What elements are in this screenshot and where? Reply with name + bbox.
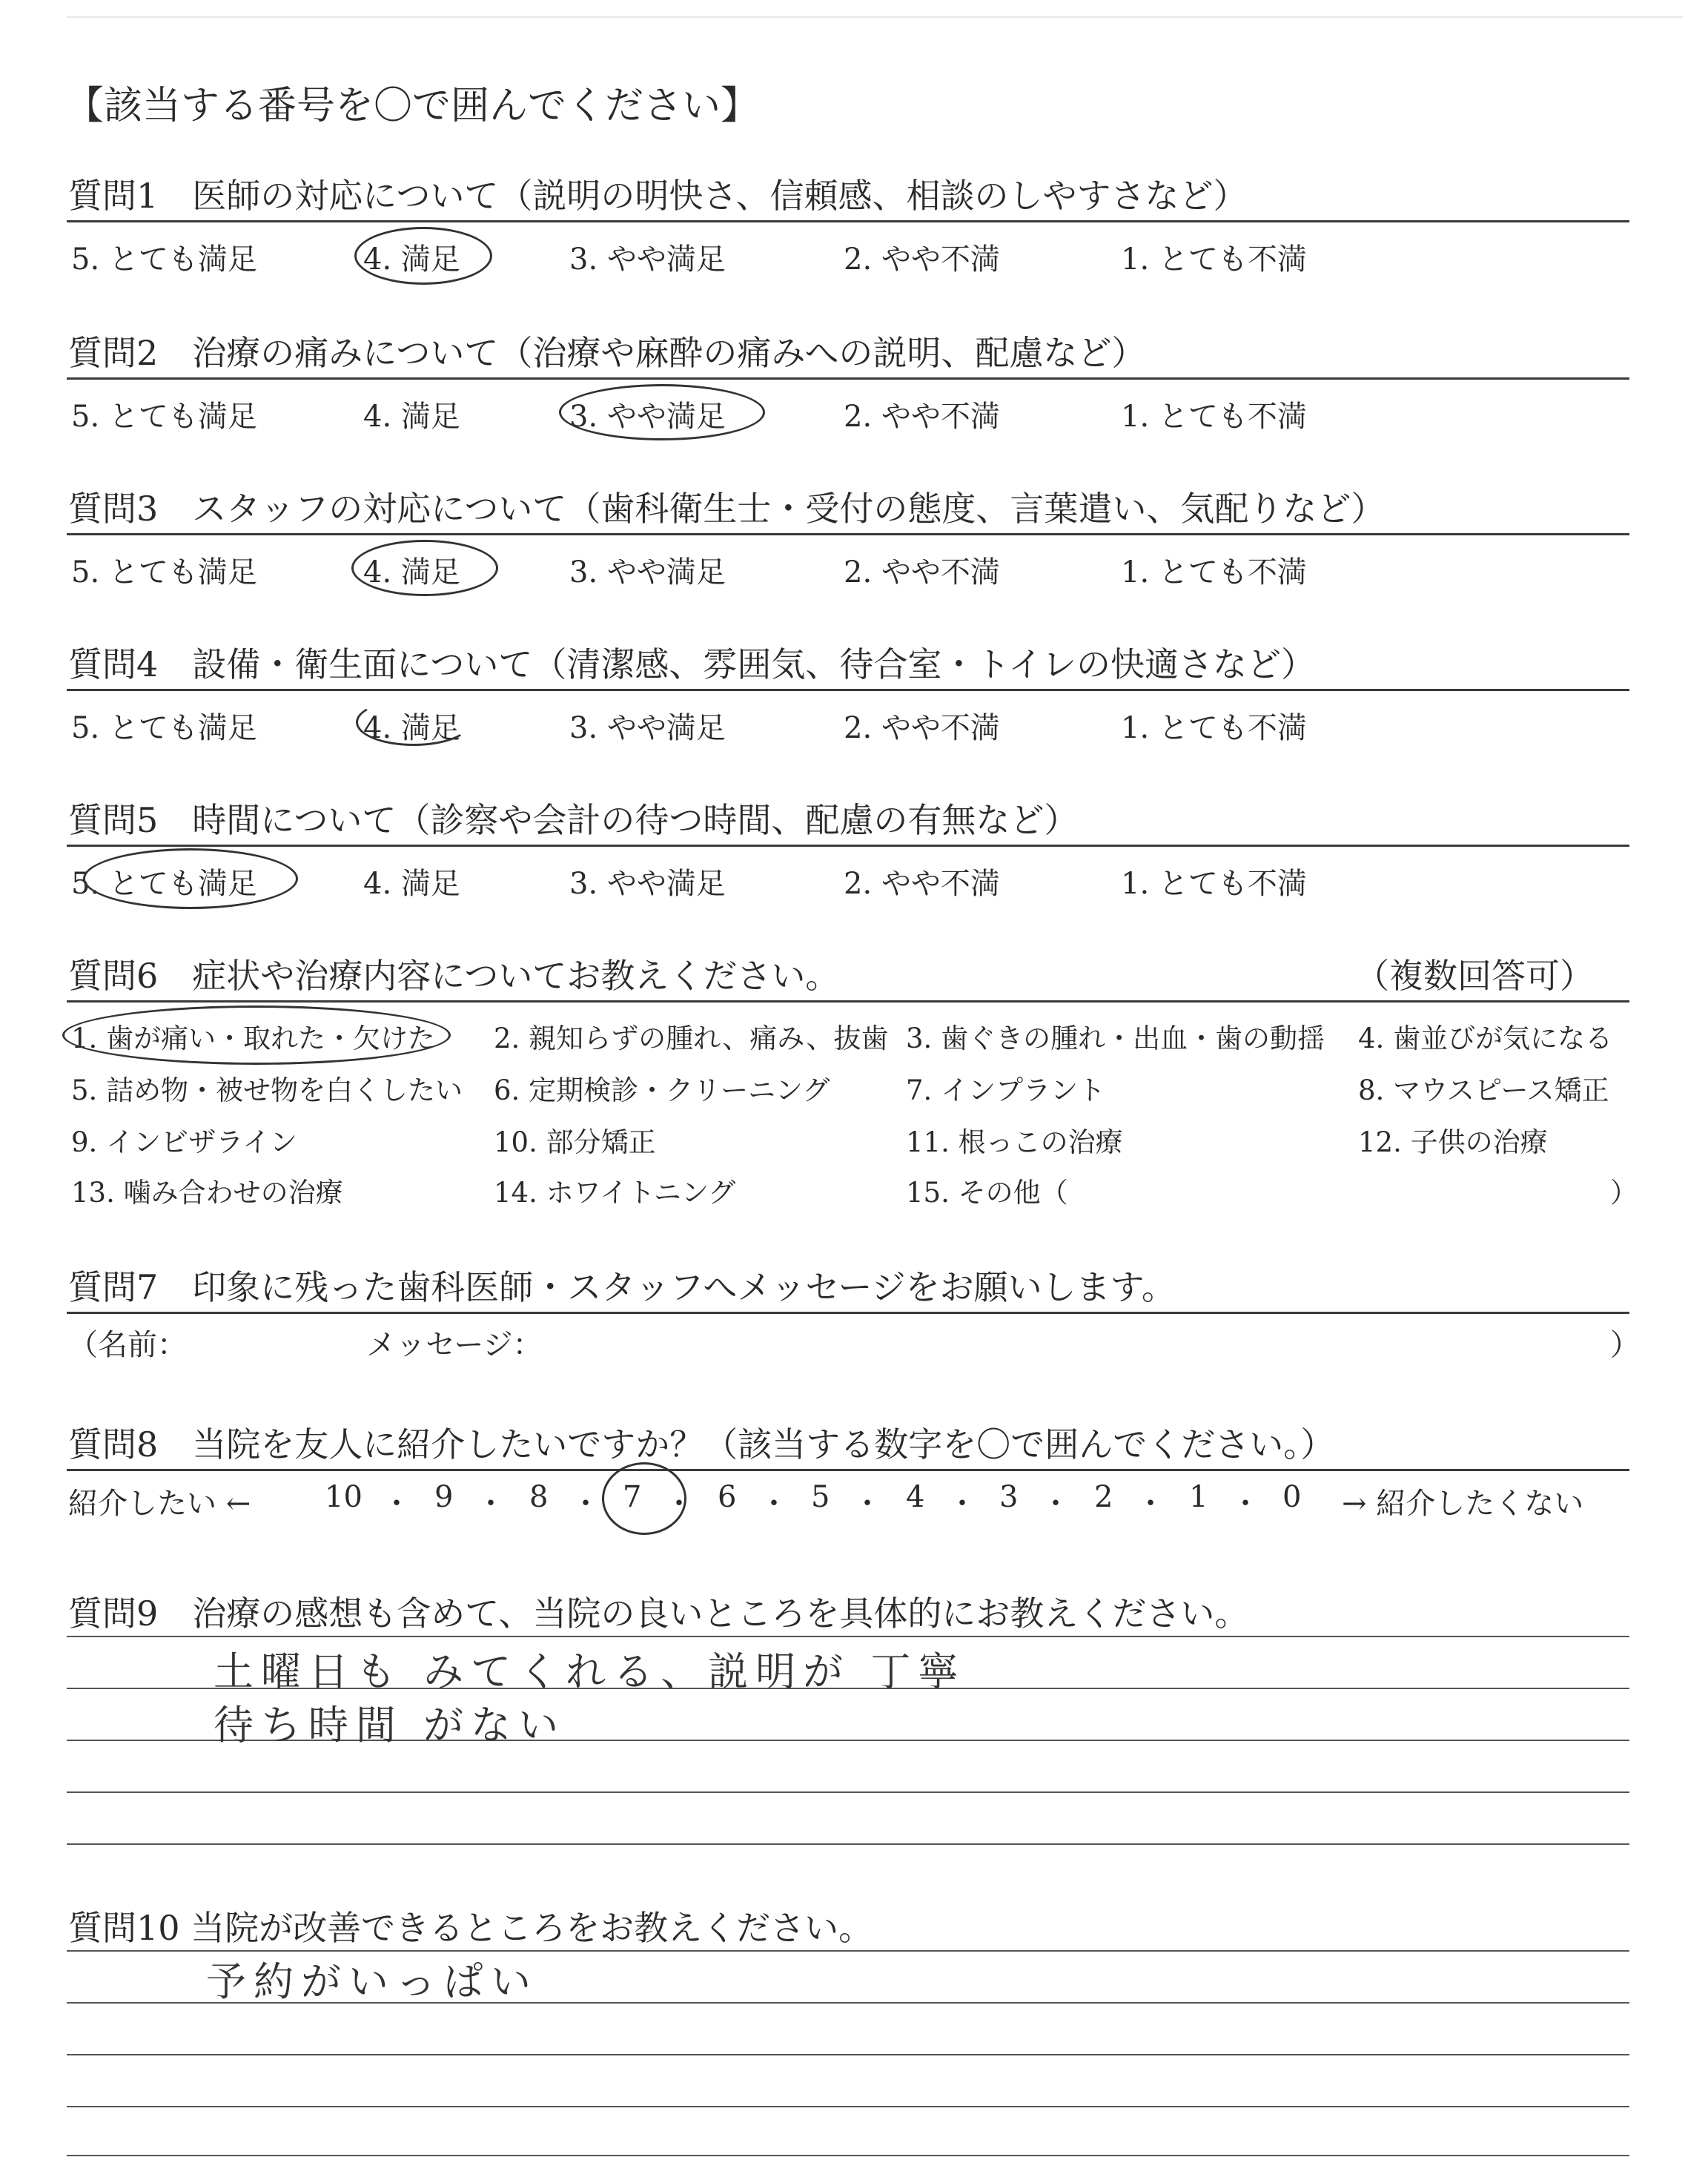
q2-option-1[interactable]: 1. とても不満 — [1121, 400, 1307, 434]
q2-option-3[interactable]: 3. やや満足 — [569, 400, 726, 434]
q6-rule — [67, 1000, 1629, 1003]
q6-title: 質問6 症状や治療内容についてお教えください。 — [68, 956, 840, 996]
q9-handwritten-answer-1: 土曜日も みてくれる、説明が 丁寧 — [214, 1648, 966, 1695]
q10-line-4 — [67, 2106, 1629, 2107]
q2-rule — [67, 377, 1629, 380]
q6-option-1[interactable]: 1. 歯が痛い・取れた・欠けた — [71, 1023, 436, 1054]
q6-option-11[interactable]: 11. 根っこの治療 — [906, 1126, 1123, 1158]
q6-option-6[interactable]: 6. 定期検診・クリーニング — [494, 1074, 830, 1106]
q1-option-5[interactable]: 5. とても満足 — [71, 242, 257, 277]
q6-option-3[interactable]: 3. 歯ぐきの腫れ・出血・歯の動揺 — [906, 1023, 1325, 1054]
q4-option-3[interactable]: 3. やや満足 — [569, 711, 726, 745]
q3-title: 質問3 スタッフの対応について（歯科衛生士・受付の態度、言葉遣い、気配りなど） — [68, 489, 1386, 529]
q8-dot: ・ — [1041, 1487, 1070, 1521]
q8-scale-1[interactable]: 1 — [1189, 1480, 1208, 1514]
q1-title: 質問1 医師の対応について（説明の明快さ、信頼感、相談のしやすさなど） — [68, 176, 1248, 216]
q8-scale-8[interactable]: 8 — [529, 1480, 549, 1514]
q2-option-5[interactable]: 5. とても満足 — [71, 400, 257, 434]
q9-line-1 — [67, 1636, 1629, 1637]
q6-option-14[interactable]: 14. ホワイトニング — [494, 1177, 736, 1209]
q6-option-12[interactable]: 12. 子供の治療 — [1358, 1126, 1548, 1158]
q5-option-1[interactable]: 1. とても不満 — [1121, 867, 1307, 901]
q7-title: 質問7 印象に残った歯科医師・スタッフへメッセージをお願いします。 — [68, 1267, 1176, 1307]
q7-rule — [67, 1312, 1629, 1314]
q1-selection-circle — [354, 227, 492, 285]
q8-dot: ・ — [759, 1487, 789, 1521]
q8-dot: ・ — [853, 1487, 882, 1521]
q8-selection-circle — [602, 1462, 686, 1535]
q3-option-5[interactable]: 5. とても満足 — [71, 555, 257, 589]
q4-title: 質問4 設備・衛生面について（清潔感、雰囲気、待合室・トイレの快適さなど） — [68, 644, 1316, 684]
q8-scale-10[interactable]: 10 — [325, 1480, 363, 1514]
q2-selection-circle — [559, 384, 765, 440]
q2-option-4[interactable]: 4. 満足 — [363, 400, 460, 434]
q4-option-5[interactable]: 5. とても満足 — [71, 711, 257, 745]
q8-scale-5[interactable]: 5 — [811, 1480, 830, 1514]
q6-option-10[interactable]: 10. 部分矯正 — [494, 1126, 656, 1158]
q8-title: 質問8 当院を友人に紹介したいですか？（該当する数字を〇で囲んでください。） — [68, 1424, 1335, 1464]
q5-rule — [67, 845, 1629, 847]
q6-option-15[interactable]: 15. その他（ — [906, 1177, 1068, 1209]
q6-note: （複数回答可） — [1355, 956, 1594, 996]
q6-option-9[interactable]: 9. インビザライン — [71, 1126, 297, 1158]
q6-option-8[interactable]: 8. マウスピース矯正 — [1358, 1074, 1609, 1106]
q9-title: 質問9 治療の感想も含めて、当院の良いところを具体的にお教えください。 — [68, 1593, 1249, 1634]
q5-selection-circle — [83, 848, 298, 909]
q9-line-4 — [67, 1791, 1629, 1793]
q3-option-4[interactable]: 4. 満足 — [363, 555, 460, 589]
q1-option-4[interactable]: 4. 満足 — [363, 242, 460, 277]
q8-dot: ・ — [1231, 1487, 1260, 1521]
q10-handwritten-answer-1: 予約がいっぱい — [206, 1958, 538, 2005]
q6-option-13[interactable]: 13. 噛み合わせの治療 — [71, 1177, 343, 1209]
q2-option-2[interactable]: 2. やや不満 — [844, 400, 1000, 434]
q8-dot: ・ — [1136, 1487, 1165, 1521]
q6-option-5[interactable]: 5. 詰め物・被せ物を白くしたい — [71, 1074, 463, 1106]
q9-line-5 — [67, 1843, 1629, 1845]
q4-option-4[interactable]: 4. 満足 — [363, 711, 460, 745]
q8-scale-3[interactable]: 3 — [999, 1480, 1019, 1514]
q1-rule — [67, 220, 1629, 222]
q10-line-5 — [67, 2155, 1629, 2156]
q8-dot: ・ — [382, 1487, 411, 1521]
q9-handwritten-answer-2: 待ち時間 がない — [214, 1702, 566, 1748]
q10-line-3 — [67, 2054, 1629, 2055]
q8-scale-6[interactable]: 6 — [718, 1480, 737, 1514]
q6-option-2[interactable]: 2. 親知らずの腫れ、痛み、抜歯 — [494, 1023, 889, 1054]
q8-rule — [67, 1469, 1629, 1471]
scan-edge-line — [67, 16, 1683, 18]
q6-option-7[interactable]: 7. インプラント — [906, 1074, 1106, 1106]
q8-scale-2[interactable]: 2 — [1094, 1480, 1113, 1514]
q8-dot: ・ — [571, 1487, 600, 1521]
q3-option-3[interactable]: 3. やや満足 — [569, 555, 726, 589]
q1-option-1[interactable]: 1. とても不満 — [1121, 242, 1307, 277]
q5-option-3[interactable]: 3. やや満足 — [569, 867, 726, 901]
q8-scale-0[interactable]: 0 — [1282, 1480, 1302, 1514]
q4-option-1[interactable]: 1. とても不満 — [1121, 711, 1307, 745]
q5-option-5[interactable]: 5. とても満足 — [71, 867, 257, 901]
q1-option-2[interactable]: 2. やや不満 — [844, 242, 1000, 277]
q8-scale-9[interactable]: 9 — [434, 1480, 454, 1514]
q6-option-4[interactable]: 4. 歯並びが気になる — [1358, 1023, 1613, 1054]
q8-dot: ・ — [476, 1487, 506, 1521]
q8-scale-4[interactable]: 4 — [906, 1480, 925, 1514]
q2-title: 質問2 治療の痛みについて（治療や麻酔の痛みへの説明、配慮など） — [68, 333, 1146, 373]
q4-rule — [67, 689, 1629, 691]
q8-dot: ・ — [664, 1487, 694, 1521]
q3-selection-circle — [351, 540, 498, 596]
q3-option-2[interactable]: 2. やや不満 — [844, 555, 1000, 589]
q5-option-4[interactable]: 4. 満足 — [363, 867, 460, 901]
q6-other-close: ） — [1610, 1177, 1638, 1209]
q8-left-label: 紹介したい ← — [68, 1487, 251, 1521]
q3-rule — [67, 533, 1629, 535]
q8-dot: ・ — [947, 1487, 977, 1521]
q1-option-3[interactable]: 3. やや満足 — [569, 242, 726, 277]
q10-title: 質問10 当院が改善できるところをお教えください。 — [68, 1908, 873, 1948]
q8-scale-7[interactable]: 7 — [623, 1480, 642, 1514]
q7-name-label: （名前： — [68, 1328, 187, 1362]
instruction-header: 【該当する番号を〇で囲んでください】 — [65, 84, 760, 128]
q4-selection-mark — [356, 698, 471, 746]
q6-selection-circle — [62, 1005, 451, 1065]
q3-option-1[interactable]: 1. とても不満 — [1121, 555, 1307, 589]
q7-message-label: メッセージ： — [366, 1328, 543, 1362]
q7-close: ） — [1610, 1328, 1640, 1362]
q4-option-2[interactable]: 2. やや不満 — [844, 711, 1000, 745]
q8-right-label: → 紹介したくない — [1342, 1487, 1584, 1521]
q5-option-2[interactable]: 2. やや不満 — [844, 867, 1000, 901]
q5-title: 質問5 時間について（診察や会計の待つ時間、配慮の有無など） — [68, 800, 1079, 840]
